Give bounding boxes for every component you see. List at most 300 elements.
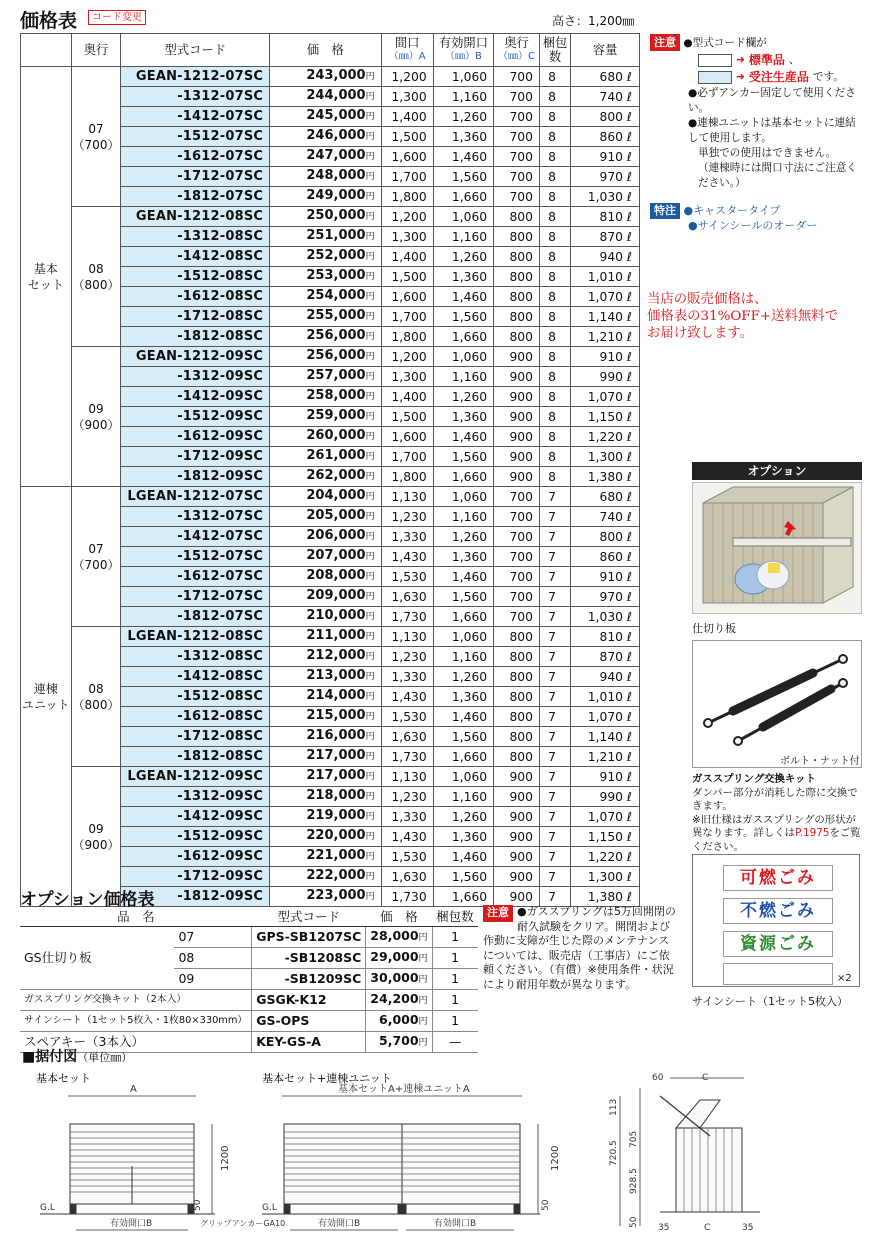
code-cell: -1512-09SC <box>121 407 270 427</box>
depth-cell: 07 （700） <box>71 67 121 207</box>
effective-opening-cell: 1,560 <box>433 587 493 607</box>
code-cell: -1312-08SC <box>121 647 270 667</box>
price-cell: 260,000円 <box>270 427 381 447</box>
effective-opening-cell: 1,160 <box>433 787 493 807</box>
drawing-title: ■据付図（単位㎜） <box>22 1049 133 1065</box>
pack-cell: 7 <box>539 707 570 727</box>
col-dep: 奥行 （㎜）C <box>494 34 540 67</box>
depth-cell: 08 （800） <box>71 627 121 767</box>
opening-cell: 1,430 <box>381 547 433 567</box>
capacity-cell: 1,150 ℓ <box>571 827 640 847</box>
pack-cell: 8 <box>539 267 570 287</box>
opening-cell: 1,430 <box>381 827 433 847</box>
depth-mm-cell: 700 <box>494 87 540 107</box>
note-bullet2c: （連棟時には間口寸法にご注意ください。） <box>698 162 857 189</box>
sheet-count: ×2 <box>837 973 852 984</box>
effective-opening-cell: 1,660 <box>433 747 493 767</box>
price-cell: 215,000円 <box>270 707 381 727</box>
price-cell: 261,000円 <box>270 447 381 467</box>
option-qty-cell: 1 <box>432 947 478 968</box>
feature-tag: 特注 <box>650 203 680 219</box>
pack-cell: 7 <box>539 827 570 847</box>
code-cell: -1412-07SC <box>121 527 270 547</box>
code-cell: -1612-07SC <box>121 147 270 167</box>
code-cell: -1612-08SC <box>121 707 270 727</box>
svg-text:基本セットA+連棟ユニットA: 基本セットA+連棟ユニットA <box>338 1084 470 1095</box>
code-cell: -1712-09SC <box>121 447 270 467</box>
sheet-nonburnable: 不燃ごみ <box>723 898 833 924</box>
capacity-cell: 1,030 ℓ <box>571 607 640 627</box>
code-cell: -1312-08SC <box>121 227 270 247</box>
price-cell: 248,000円 <box>270 167 381 187</box>
option-qty-cell: 1 <box>432 926 478 947</box>
opening-cell: 1,500 <box>381 267 433 287</box>
pack-cell: 8 <box>539 467 570 487</box>
capacity-cell: 1,010 ℓ <box>571 687 640 707</box>
capacity-cell: 800 ℓ <box>571 107 640 127</box>
opening-cell: 1,330 <box>381 667 433 687</box>
pack-cell: 7 <box>539 807 570 827</box>
category-cell: 基本 セット <box>21 67 72 487</box>
price-table <box>20 33 640 907</box>
depth-mm-cell: 800 <box>494 327 540 347</box>
depth-mm-cell: 700 <box>494 107 540 127</box>
opening-cell: 1,630 <box>381 867 433 887</box>
depth-mm-cell: 900 <box>494 887 540 907</box>
page-title: 価格表 <box>20 10 78 32</box>
depth-mm-cell: 700 <box>494 147 540 167</box>
svg-text:有効開口B: 有効開口B <box>110 1219 153 1229</box>
opening-cell: 1,130 <box>381 627 433 647</box>
depth-mm-cell: 700 <box>494 547 540 567</box>
effective-opening-cell: 1,660 <box>433 467 493 487</box>
code-cell: -1812-07SC <box>121 187 270 207</box>
opening-cell: 1,630 <box>381 727 433 747</box>
opening-cell: 1,400 <box>381 247 433 267</box>
capacity-cell: 1,140 ℓ <box>571 727 640 747</box>
pack-cell: 8 <box>539 307 570 327</box>
depth-mm-cell: 900 <box>494 767 540 787</box>
price-cell: 256,000円 <box>270 327 381 347</box>
svg-text:60: 60 <box>652 1073 664 1083</box>
depth-mm-cell: 900 <box>494 407 540 427</box>
depth-mm-cell: 800 <box>494 727 540 747</box>
depth-mm-cell: 800 <box>494 747 540 767</box>
divider-depth-cell: 08 <box>174 947 251 968</box>
svg-text:50: 50 <box>541 1199 551 1211</box>
capacity-cell: 1,210 ℓ <box>571 747 640 767</box>
option-price-cell: 24,200円 <box>366 989 432 1010</box>
pack-cell: 8 <box>539 87 570 107</box>
effective-opening-cell: 1,460 <box>433 567 493 587</box>
capacity-cell: 940 ℓ <box>571 247 640 267</box>
price-cell: 262,000円 <box>270 467 381 487</box>
code-cell: -1812-07SC <box>121 607 270 627</box>
capacity-cell: 910 ℓ <box>571 567 640 587</box>
effective-opening-cell: 1,060 <box>433 67 493 87</box>
opening-cell: 1,200 <box>381 207 433 227</box>
capacity-cell: 1,070 ℓ <box>571 387 640 407</box>
effective-opening-cell: 1,160 <box>433 647 493 667</box>
option-code-cell: GS-OPS <box>252 1010 366 1031</box>
legend-white-box <box>698 54 732 67</box>
opening-cell: 1,500 <box>381 407 433 427</box>
effective-opening-cell: 1,660 <box>433 327 493 347</box>
pack-cell: 7 <box>539 487 570 507</box>
code-cell: -1412-07SC <box>121 107 270 127</box>
price-cell: 218,000円 <box>270 787 381 807</box>
note-bullet2b: 単独での使用はできません。 <box>698 147 837 159</box>
option-name-cell: スペアキー（3本入） <box>20 1031 252 1052</box>
price-cell: 258,000円 <box>270 387 381 407</box>
gas-spring-icon <box>693 641 861 751</box>
effective-opening-cell: 1,060 <box>433 627 493 647</box>
effective-opening-cell: 1,560 <box>433 307 493 327</box>
pack-cell: 7 <box>539 887 570 907</box>
depth-mm-cell: 800 <box>494 667 540 687</box>
depth-mm-cell: 900 <box>494 787 540 807</box>
opening-cell: 1,230 <box>381 507 433 527</box>
option-price-cell: 28,000円 <box>366 926 432 947</box>
effective-opening-cell: 1,360 <box>433 547 493 567</box>
effective-opening-cell: 1,060 <box>433 767 493 787</box>
option-row <box>20 926 478 947</box>
capacity-cell: 680 ℓ <box>571 67 640 87</box>
effective-opening-cell: 1,260 <box>433 387 493 407</box>
price-cell: 254,000円 <box>270 287 381 307</box>
code-cell: -1512-08SC <box>121 267 270 287</box>
price-cell: 257,000円 <box>270 367 381 387</box>
sheet-caption: サインシート（1セット5枚入） <box>692 995 848 1008</box>
price-cell: 213,000円 <box>270 667 381 687</box>
depth-mm-cell: 900 <box>494 847 540 867</box>
col-eff: 有効開口 （㎜）B <box>433 34 493 67</box>
svg-text:G.L: G.L <box>40 1203 55 1213</box>
pack-cell: 8 <box>539 67 570 87</box>
price-row <box>21 207 640 227</box>
effective-opening-cell: 1,160 <box>433 227 493 247</box>
legend-order: ➜ 受注生産品 です。 <box>698 70 866 85</box>
pack-cell: 8 <box>539 447 570 467</box>
depth-mm-cell: 900 <box>494 467 540 487</box>
code-cell: LGEAN-1212-08SC <box>121 627 270 647</box>
depth-mm-cell: 800 <box>494 207 540 227</box>
opening-cell: 1,800 <box>381 187 433 207</box>
price-cell: 205,000円 <box>270 507 381 527</box>
arrow-icon: ➜ <box>736 71 745 83</box>
effective-opening-cell: 1,560 <box>433 727 493 747</box>
price-cell: 223,000円 <box>270 887 381 907</box>
price-cell: 249,000円 <box>270 187 381 207</box>
page-ref-link[interactable]: P.1975 <box>795 827 830 840</box>
opening-cell: 1,530 <box>381 707 433 727</box>
option-price-cell: 5,700円 <box>366 1031 432 1052</box>
option-qty-cell: 1 <box>432 989 478 1010</box>
depth-cell: 07 （700） <box>71 487 121 627</box>
capacity-cell: 1,300 ℓ <box>571 867 640 887</box>
code-cell: -1812-09SC <box>121 467 270 487</box>
opening-cell: 1,700 <box>381 307 433 327</box>
depth-cell: 09 （900） <box>71 347 121 487</box>
capacity-cell: 1,070 ℓ <box>571 287 640 307</box>
capacity-cell: 910 ℓ <box>571 767 640 787</box>
svg-text:705: 705 <box>629 1130 639 1148</box>
effective-opening-cell: 1,360 <box>433 267 493 287</box>
divider-label: 仕切り板 <box>692 622 736 635</box>
sign-sheet-box <box>692 854 860 987</box>
capacity-cell: 1,070 ℓ <box>571 807 640 827</box>
pack-cell: 7 <box>539 607 570 627</box>
depth-cell: 08 （800） <box>71 207 121 347</box>
note-tag: 注意 <box>650 34 680 51</box>
legend-blue-box <box>698 71 732 84</box>
price-cell: 255,000円 <box>270 307 381 327</box>
svg-text:グリップアンカーGA10: グリップアンカーGA10 <box>200 1219 286 1228</box>
opening-cell: 1,730 <box>381 887 433 907</box>
depth-mm-cell: 700 <box>494 67 540 87</box>
combo-unit-front <box>262 1082 561 1230</box>
opening-cell: 1,400 <box>381 387 433 407</box>
code-cell: -1812-09SC <box>121 887 270 907</box>
pack-cell: 7 <box>539 507 570 527</box>
capacity-cell: 740 ℓ <box>571 87 640 107</box>
sheet-blank <box>723 963 833 985</box>
svg-text:720.5: 720.5 <box>609 1140 619 1166</box>
effective-opening-cell: 1,260 <box>433 527 493 547</box>
code-cell: -1412-08SC <box>121 667 270 687</box>
option-table-header: 品 名 型式コード 価 格 梱包数 <box>20 908 478 926</box>
svg-text:1200: 1200 <box>550 1145 561 1171</box>
gas-spring-text: ガススプリング交換キット ダンパー部分が消耗した際に交換できます。 ※旧仕様はガススプリングの形状が異なります。詳しくはP.1975をご覧ください。 <box>692 773 861 853</box>
pack-cell: 7 <box>539 587 570 607</box>
capacity-cell: 1,300 ℓ <box>571 447 640 467</box>
effective-opening-cell: 1,360 <box>433 127 493 147</box>
capacity-cell: 860 ℓ <box>571 547 640 567</box>
col-opening: 間口 （㎜）A <box>381 34 433 67</box>
opening-cell: 1,700 <box>381 447 433 467</box>
basic-unit-front <box>40 1084 285 1230</box>
depth-mm-cell: 700 <box>494 127 540 147</box>
col-pack: 梱包 数 <box>539 34 570 67</box>
opening-cell: 1,730 <box>381 607 433 627</box>
price-cell: 245,000円 <box>270 107 381 127</box>
pack-cell: 7 <box>539 727 570 747</box>
code-cell: -1712-08SC <box>121 727 270 747</box>
depth-mm-cell: 700 <box>494 527 540 547</box>
height-label: 高さ：1,200㎜ <box>552 14 635 28</box>
price-cell: 222,000円 <box>270 867 381 887</box>
effective-opening-cell: 1,360 <box>433 687 493 707</box>
col-cap: 容量 <box>571 34 640 67</box>
capacity-cell: 810 ℓ <box>571 627 640 647</box>
opening-cell: 1,530 <box>381 567 433 587</box>
effective-opening-cell: 1,660 <box>433 887 493 907</box>
pack-cell: 7 <box>539 747 570 767</box>
capacity-cell: 910 ℓ <box>571 147 640 167</box>
effective-opening-cell: 1,060 <box>433 347 493 367</box>
opening-cell: 1,600 <box>381 147 433 167</box>
code-cell: -1312-09SC <box>121 367 270 387</box>
svg-text:C: C <box>702 1073 709 1083</box>
depth-mm-cell: 900 <box>494 387 540 407</box>
col-code: 型式コード <box>121 34 270 67</box>
effective-opening-cell: 1,560 <box>433 867 493 887</box>
option-name-cell: ガススプリング交換キット（2本入） <box>20 989 252 1010</box>
effective-opening-cell: 1,560 <box>433 167 493 187</box>
effective-opening-cell: 1,160 <box>433 87 493 107</box>
code-cell: -1512-07SC <box>121 127 270 147</box>
capacity-cell: 1,380 ℓ <box>571 467 640 487</box>
opening-cell: 1,300 <box>381 367 433 387</box>
sheet-recycle: 資源ごみ <box>723 931 833 957</box>
price-cell: 207,000円 <box>270 547 381 567</box>
price-cell: 217,000円 <box>270 767 381 787</box>
price-table-header <box>21 34 640 67</box>
depth-mm-cell: 700 <box>494 167 540 187</box>
capacity-cell: 810 ℓ <box>571 207 640 227</box>
col-blank <box>21 34 72 67</box>
depth-mm-cell: 800 <box>494 687 540 707</box>
svg-text:有効開口B: 有効開口B <box>434 1219 477 1229</box>
svg-text:35: 35 <box>658 1223 670 1233</box>
price-cell: 247,000円 <box>270 147 381 167</box>
code-cell: -1312-07SC <box>121 507 270 527</box>
code-cell: -1712-09SC <box>121 867 270 887</box>
effective-opening-cell: 1,060 <box>433 487 493 507</box>
opening-cell: 1,200 <box>381 67 433 87</box>
price-row <box>21 627 640 647</box>
effective-opening-cell: 1,560 <box>433 447 493 467</box>
note-line1: ●型式コード欄が <box>683 37 767 49</box>
pack-cell: 8 <box>539 147 570 167</box>
pack-cell: 7 <box>539 547 570 567</box>
note-bullet1: ●必ずアンカー固定して使用ください。 <box>688 87 856 114</box>
effective-opening-cell: 1,460 <box>433 847 493 867</box>
pack-cell: 7 <box>539 527 570 547</box>
option-code-cell: KEY-GS-A <box>252 1031 366 1052</box>
option-code-cell: -SB1208SC <box>252 947 366 968</box>
code-cell: -1612-09SC <box>121 847 270 867</box>
capacity-cell: 970 ℓ <box>571 587 640 607</box>
capacity-cell: 1,070 ℓ <box>571 707 640 727</box>
opening-cell: 1,430 <box>381 687 433 707</box>
option-table-title: オプション価格表 <box>20 890 155 910</box>
capacity-cell: 1,210 ℓ <box>571 327 640 347</box>
opening-cell: 1,300 <box>381 87 433 107</box>
price-cell: 220,000円 <box>270 827 381 847</box>
capacity-cell: 940 ℓ <box>571 667 640 687</box>
depth-mm-cell: 800 <box>494 227 540 247</box>
depth-mm-cell: 700 <box>494 587 540 607</box>
capacity-cell: 860 ℓ <box>571 127 640 147</box>
option-band: オプション <box>692 462 862 480</box>
divider-name-cell: GS仕切り板 <box>20 926 174 989</box>
custom-order-box: 特注 ●キャスタータイプ ●サインシールのオーダー <box>650 203 866 233</box>
depth-mm-cell: 900 <box>494 447 540 467</box>
price-cell: 211,000円 <box>270 627 381 647</box>
effective-opening-cell: 1,060 <box>433 207 493 227</box>
pack-cell: 7 <box>539 847 570 867</box>
price-row <box>21 67 640 87</box>
code-cell: GEAN-1212-08SC <box>121 207 270 227</box>
opening-cell: 1,130 <box>381 487 433 507</box>
depth-mm-cell: 800 <box>494 647 540 667</box>
code-cell: LGEAN-1212-09SC <box>121 767 270 787</box>
capacity-cell: 1,220 ℓ <box>571 427 640 447</box>
effective-opening-cell: 1,260 <box>433 107 493 127</box>
code-cell: -1312-09SC <box>121 787 270 807</box>
basic-set-label: 基本セット <box>36 1072 91 1085</box>
price-cell: 252,000円 <box>270 247 381 267</box>
depth-mm-cell: 800 <box>494 627 540 647</box>
svg-text:50: 50 <box>629 1216 639 1228</box>
price-cell: 256,000円 <box>270 347 381 367</box>
option-row <box>20 1010 478 1031</box>
opening-cell: 1,400 <box>381 107 433 127</box>
option-price-cell: 29,000円 <box>366 947 432 968</box>
side-view <box>609 1073 760 1233</box>
capacity-cell: 870 ℓ <box>571 227 640 247</box>
pack-cell: 7 <box>539 647 570 667</box>
code-cell: LGEAN-1212-07SC <box>121 487 270 507</box>
depth-mm-cell: 800 <box>494 287 540 307</box>
code-cell: -1712-08SC <box>121 307 270 327</box>
pack-cell: 7 <box>539 567 570 587</box>
pack-cell: 8 <box>539 427 570 447</box>
opening-cell: 1,500 <box>381 127 433 147</box>
capacity-cell: 1,030 ℓ <box>571 187 640 207</box>
price-cell: 208,000円 <box>270 567 381 587</box>
opening-cell: 1,600 <box>381 287 433 307</box>
option-code-cell: GPS-SB1207SC <box>252 926 366 947</box>
pack-cell: 7 <box>539 767 570 787</box>
depth-mm-cell: 700 <box>494 187 540 207</box>
promo-text: 当店の販売価格は、 価格表の31%OFF+送料無料で お届け致します。 <box>647 292 839 341</box>
depth-mm-cell: 800 <box>494 267 540 287</box>
pack-cell: 7 <box>539 787 570 807</box>
price-cell: 210,000円 <box>270 607 381 627</box>
effective-opening-cell: 1,660 <box>433 187 493 207</box>
pack-cell: 7 <box>539 687 570 707</box>
code-cell: -1612-08SC <box>121 287 270 307</box>
capacity-cell: 680 ℓ <box>571 487 640 507</box>
capacity-cell: 1,150 ℓ <box>571 407 640 427</box>
price-cell: 251,000円 <box>270 227 381 247</box>
depth-mm-cell: 900 <box>494 427 540 447</box>
svg-text:G.L: G.L <box>262 1203 277 1213</box>
depth-mm-cell: 700 <box>494 567 540 587</box>
divider-depth-cell: 09 <box>174 968 251 989</box>
price-cell: 243,000円 <box>270 67 381 87</box>
price-cell: 219,000円 <box>270 807 381 827</box>
price-cell: 253,000円 <box>270 267 381 287</box>
code-change-badge: コード変更 <box>88 10 146 25</box>
effective-opening-cell: 1,360 <box>433 827 493 847</box>
svg-text:1200: 1200 <box>220 1145 231 1171</box>
opening-cell: 1,230 <box>381 787 433 807</box>
code-cell: -1512-07SC <box>121 547 270 567</box>
combo-label: 基本セット+連棟ユニット <box>262 1072 392 1085</box>
effective-opening-cell: 1,260 <box>433 667 493 687</box>
col-depth: 奥行 <box>71 34 121 67</box>
depth-mm-cell: 700 <box>494 507 540 527</box>
effective-opening-cell: 1,260 <box>433 807 493 827</box>
opening-cell: 1,800 <box>381 467 433 487</box>
price-cell: 246,000円 <box>270 127 381 147</box>
category-cell: 連棟 ユニット <box>21 487 72 907</box>
pack-cell: 8 <box>539 327 570 347</box>
arrow-icon: ➜ <box>736 54 745 66</box>
